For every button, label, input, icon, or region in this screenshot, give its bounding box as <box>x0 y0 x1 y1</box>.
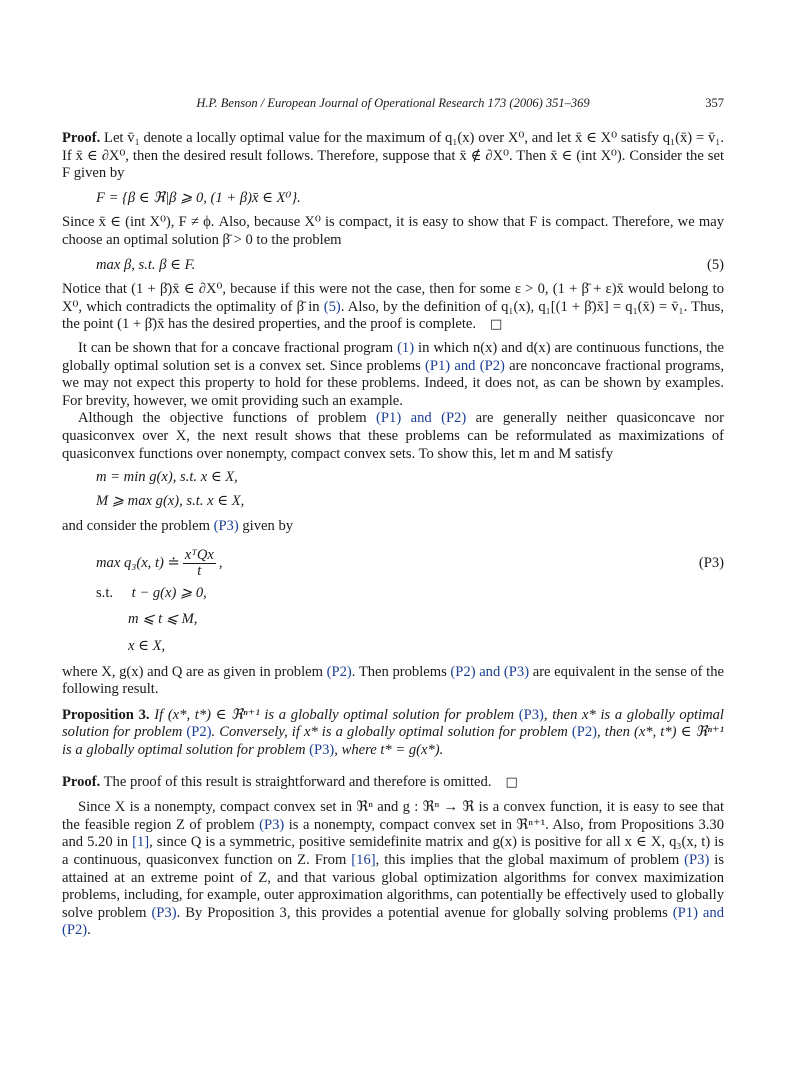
proof-label: Proof. <box>62 773 101 790</box>
equation-m: m = min g(x), s.t. x ∈ X, <box>96 469 238 486</box>
ref-p3[interactable]: (P3) <box>518 706 544 723</box>
p3-tail: , <box>218 554 223 571</box>
ref-eq-1[interactable]: (1) <box>397 339 415 356</box>
qed-symbol: □ <box>490 317 503 333</box>
ref-p2[interactable]: (P2) <box>326 663 352 680</box>
text: where X, g(x) and Q are as given in problem <box>62 663 327 680</box>
citation-1[interactable]: [1] <box>132 834 150 851</box>
text: It can be shown that for a concave fractional program <box>78 339 398 356</box>
text: , then (x*, t*) ∈ ℜⁿ⁺¹ is a globally optimal solution for problem <box>62 724 725 759</box>
text: and consider the problem <box>62 518 214 535</box>
ref-eq-5[interactable]: (5) <box>323 298 341 315</box>
paper-page <box>62 0 724 1084</box>
text: , where t* = g(x*). <box>334 742 444 759</box>
paragraph-feasible-region <box>62 799 724 940</box>
ref-p1-p2[interactable]: (P1) and (P2) <box>62 904 724 939</box>
text: is a nonempty, compact convex set in ℜⁿ⁺¹. Also, from Propositions 3.30 and 5.20 in <box>62 816 724 851</box>
equation-F-body: F = {β ∈ ℜ|β ⩾ 0, (1 + β)x̄ ∈ X⁰}. <box>96 189 301 206</box>
ref-p2-p3[interactable]: (P2) and (P3) <box>450 663 530 680</box>
proof-text-3b: . Also, by the definition of q₁(x), q₁[(1 + β̄)x̄] = q₁(x̄) = v̄₁. Thus, the point (1 + β̄)x̄ has the desired properties, and the proof is complete. <box>62 298 724 333</box>
proof-paragraph-2 <box>62 214 724 249</box>
p3-constraint-3: x ∈ X, <box>128 638 166 655</box>
equation-M: M ⩾ max g(x), s.t. x ∈ X, <box>96 492 245 509</box>
proof-paragraph-3 <box>62 281 724 334</box>
proof-text-3a: Notice that (1 + β̄)x̄ ∈ ∂X⁰, because if this were not the case, then for some ε > 0, (1 + β̄ + ε)x̄ would belong to X⁰, which contradicts the optimality of β̄ in <box>62 281 724 315</box>
text: . Conversely, if x* is a globally optimal solution for problem <box>211 724 572 741</box>
page-number: 357 <box>705 96 724 110</box>
qed-symbol: □ <box>505 774 518 790</box>
p3-fraction <box>183 548 216 579</box>
proposition-3 <box>62 707 724 760</box>
text: is attained at an extreme point of Z, and that various global optimization algorithms for convex maximization problems, including, for example, outer approximation algorithms, can potentially be effectively used to globally solve problem <box>62 852 725 921</box>
paragraph-concave <box>62 340 724 410</box>
ref-p2[interactable]: (P2) <box>571 724 598 741</box>
p3-max-label: max q₃(x, t) ≐ <box>96 554 180 571</box>
proposition-label: Proposition 3. <box>62 706 150 723</box>
ref-p3[interactable]: (P3) <box>213 518 239 535</box>
proof-paragraph-omitted <box>62 774 724 792</box>
text: If (x*, t*) ∈ ℜⁿ⁺¹ is a globally optimal solution for problem <box>154 706 519 723</box>
text: . <box>87 922 91 939</box>
equation-F <box>62 190 724 208</box>
text: . Then problems <box>351 663 451 680</box>
text: are nonconcave fractional programs, we may not expect this property to hold for these problems. Indeed, it does not, as can be shown by examples. For brevity, however, we omit providing such an example. <box>62 357 725 409</box>
ref-p1-p2[interactable]: (P1) and (P2) <box>425 357 505 374</box>
paragraph-consider <box>62 518 724 536</box>
proof-text: The proof of this result is straightforward and therefore is omitted. <box>103 773 492 790</box>
paragraph-equivalent <box>62 664 724 699</box>
st-label: s.t. <box>96 584 114 601</box>
problem-p3-objective <box>62 548 724 579</box>
proof-text-2: Since x̄ ∈ (int X⁰), F ≠ ϕ. Also, because X⁰ is compact, it is easy to show that F is compact. Therefore, we may choose an optimal solution β̄ > 0 to the problem <box>62 214 724 248</box>
text: are equivalent in the sense of the following result. <box>62 663 724 698</box>
text: given by <box>238 518 294 535</box>
p3-denominator: t <box>197 562 202 579</box>
ref-p2[interactable]: (P2) <box>186 724 212 741</box>
text: , then x* is a globally optimal solution for problem <box>62 706 724 741</box>
text: , since Q is a symmetric, positive semidefinite matrix and g(x) is positive for all x ∈ X, q₃(x, t) is a continuous, quasiconvex function on Z. From <box>62 834 724 868</box>
text: . By Proposition 3, this provides a potential avenue for globally solving problems <box>176 904 673 921</box>
p3-constraint-1 <box>62 585 724 603</box>
text: , this implies that the global maximum of problem <box>375 852 685 868</box>
text: Since X is a nonempty, compact convex set in ℜⁿ and g : ℜⁿ → ℜ is a convex function, it is easy to see that the feasible region Z of problem <box>62 799 724 833</box>
ref-p1-p2[interactable]: (P1) and (P2) <box>376 410 467 427</box>
equation-5-body: max β, s.t. β ∈ F. <box>96 256 196 273</box>
p3-constraint-2: m ⩽ t ⩽ M, <box>128 611 198 628</box>
ref-p3[interactable]: (P3) <box>151 904 177 921</box>
ref-p3[interactable]: (P3) <box>259 816 285 833</box>
proof-paragraph-1 <box>62 130 724 183</box>
proof-text-1: Let v̄₁ denote a locally optimal value for the maximum of q₁(x) over X⁰, and let x̄ ∈ X⁰ satisfy q₁(x̄) = v̄₁. If x̄ ∈ ∂X⁰, then the desired result follows. Therefore, suppose that x̄ ∉ ∂X⁰. Then x̄ ∈ (int X⁰). Consider the set F given by <box>62 130 724 182</box>
p3-tag: (P3) <box>698 554 724 571</box>
ref-p3[interactable]: (P3) <box>684 852 710 868</box>
running-head: H.P. Benson / European Journal of Operational Research 173 (2006) 351–369 <box>196 96 590 110</box>
constraint-text: t − g(x) ⩾ 0, <box>131 584 207 601</box>
text: Although the objective functions of problem <box>78 410 377 427</box>
paragraph-quasiconvex <box>62 410 724 463</box>
p3-numerator: xᵀQx <box>184 546 214 563</box>
equation-5 <box>62 257 724 275</box>
citation-16[interactable]: [16] <box>351 852 376 868</box>
equation-5-number: (5) <box>706 256 724 273</box>
proof-label: Proof. <box>62 130 101 146</box>
ref-p3[interactable]: (P3) <box>309 742 335 759</box>
text: are generally neither quasiconcave nor quasiconvex over X, the next result shows that these problems can be reformulated as maximizations of quasiconvex functions over nonempty, compact convex sets. To show this, let m and M satisfy <box>62 410 724 462</box>
page-body <box>62 130 724 940</box>
text: in which n(x) and d(x) are continuous functions, the globally optimal solution set is a convex set. Since problems <box>62 339 724 374</box>
